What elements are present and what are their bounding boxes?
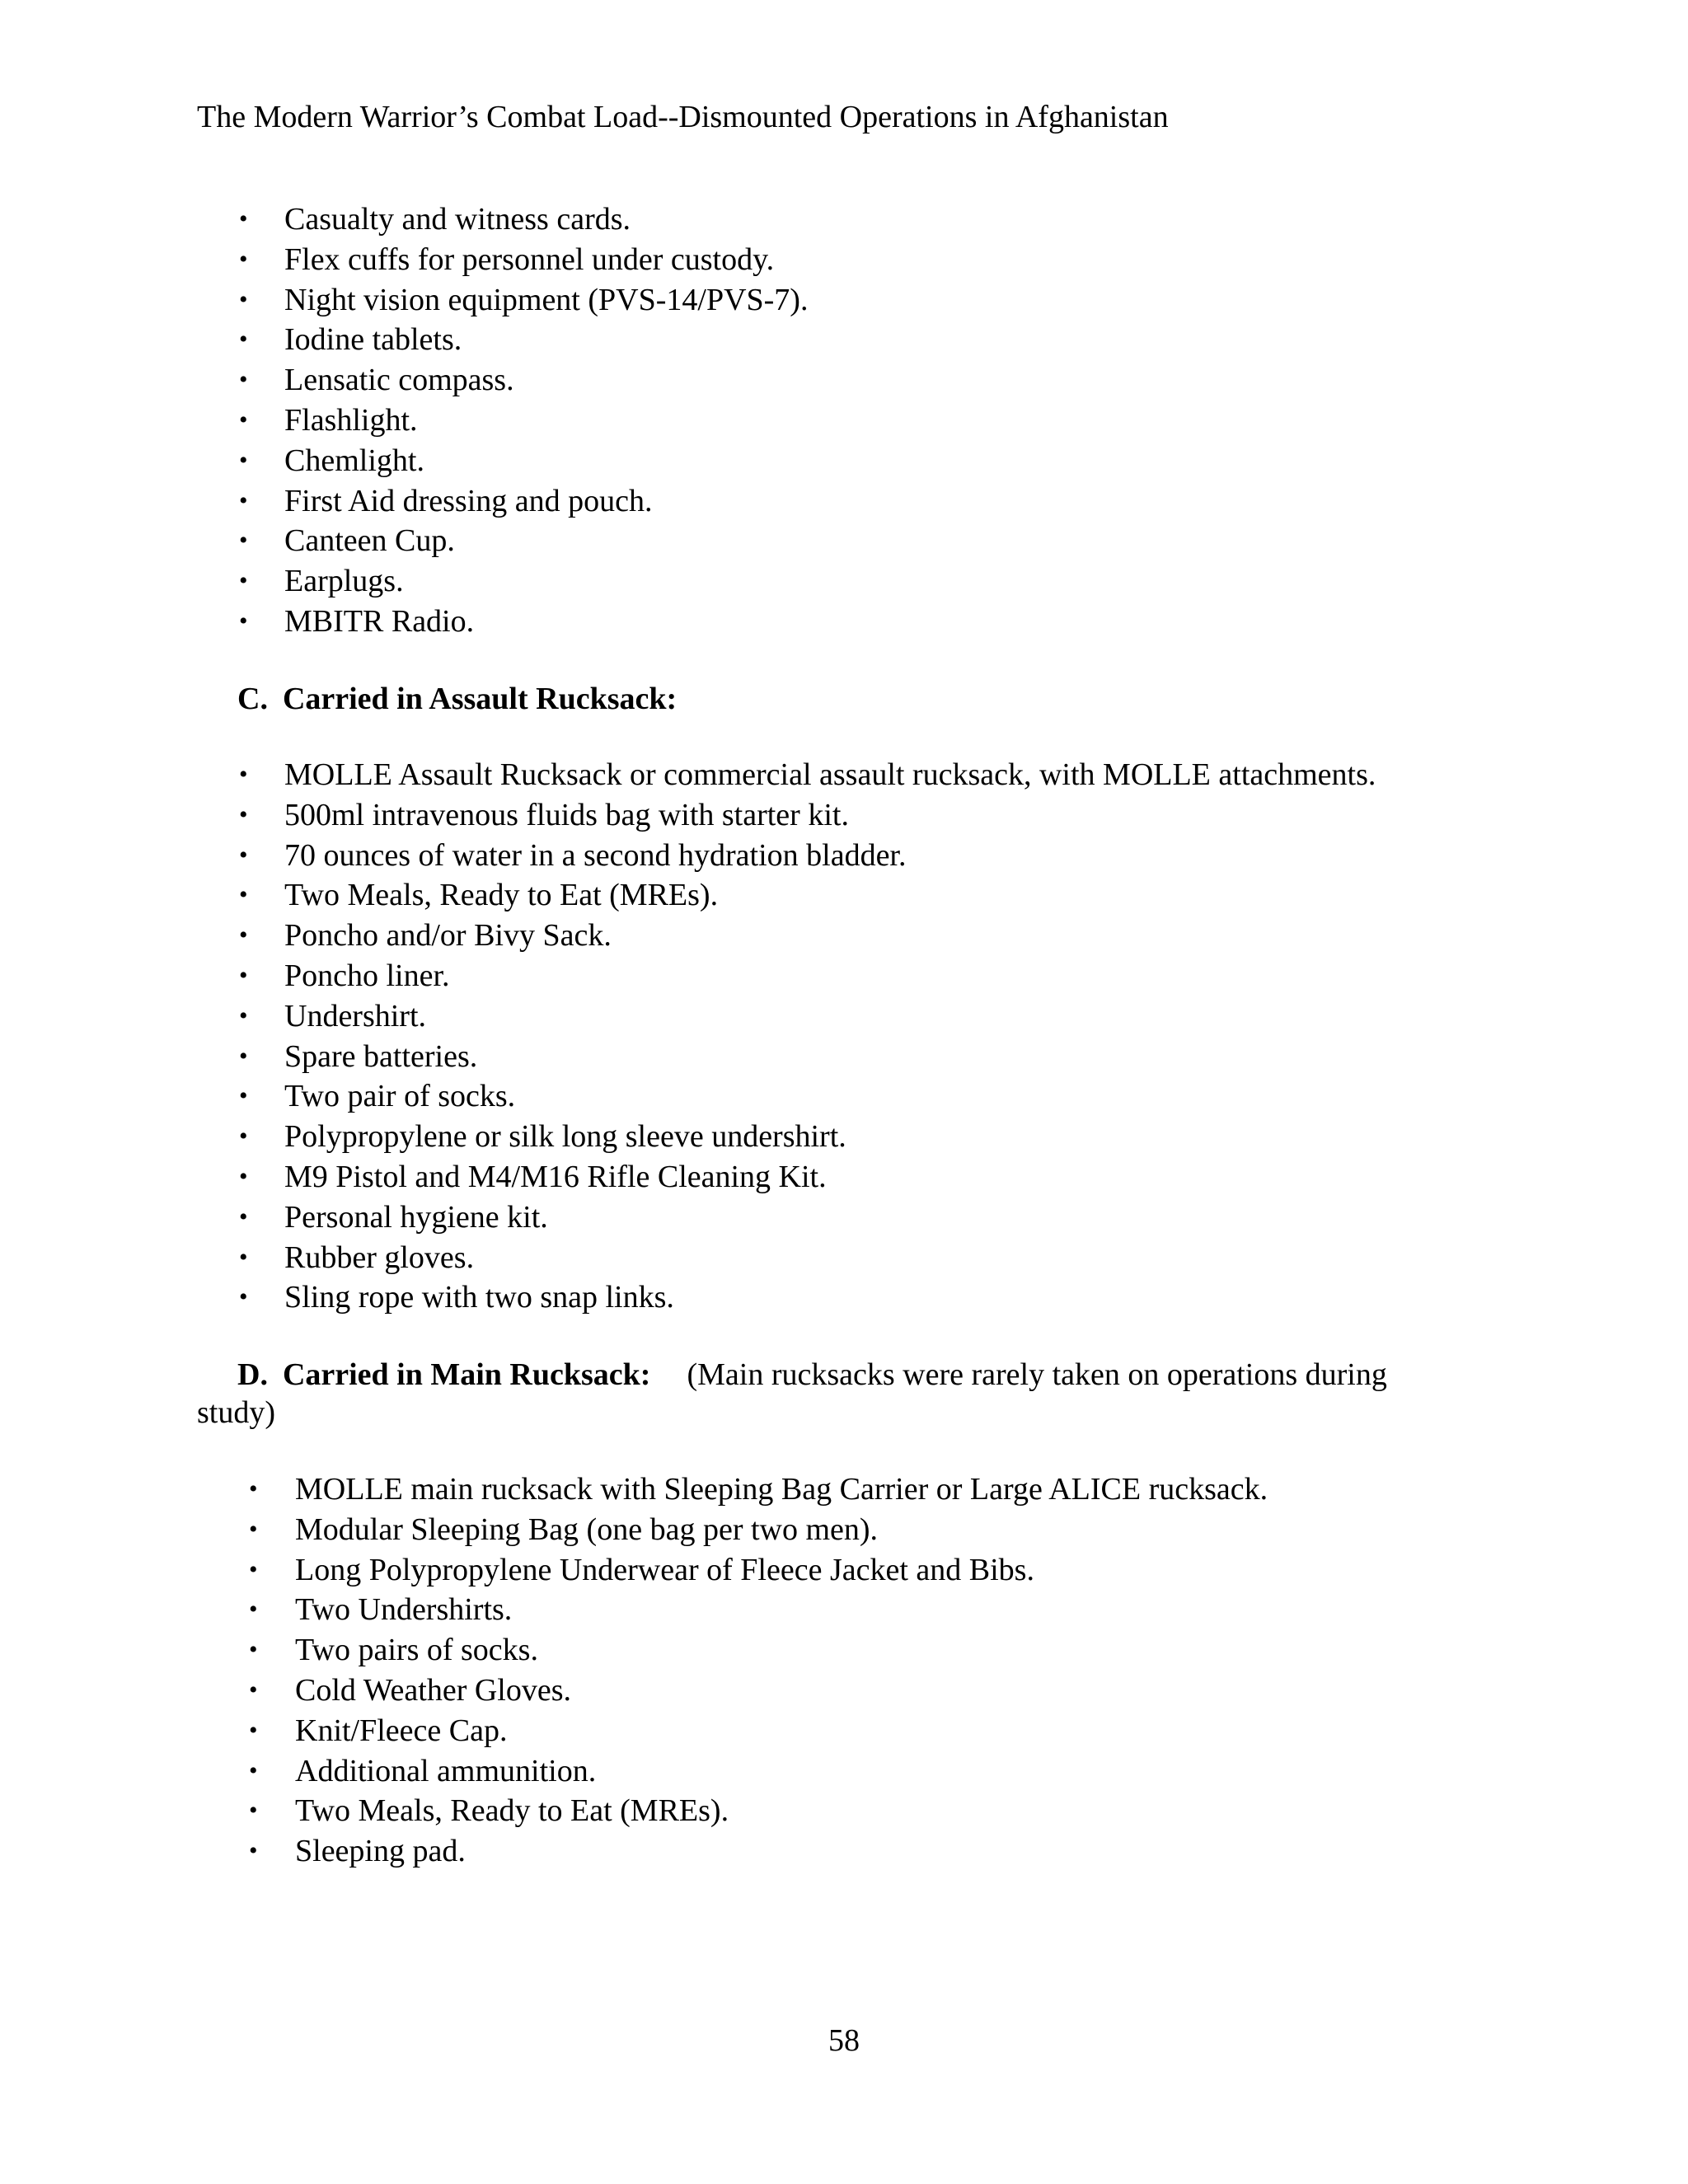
- bullet-icon: •: [239, 285, 248, 313]
- section-heading-c: [237, 679, 677, 719]
- list-item-text: Canteen Cup.: [284, 523, 455, 559]
- bullet-icon: •: [249, 1756, 258, 1784]
- list-item-text: 500ml intravenous fluids bag with starter kit.: [284, 797, 849, 832]
- section-note-continuation: study): [197, 1395, 275, 1430]
- list-item: [239, 836, 1376, 876]
- section-title: Carried in Main Rucksack:: [282, 1357, 651, 1392]
- list-item-text: Night vision equipment (PVS-14/PVS-7).: [284, 282, 809, 317]
- bullet-icon: •: [249, 1797, 258, 1825]
- list-item: [249, 1711, 1268, 1751]
- list-item: [249, 1751, 1268, 1792]
- list-item: [249, 1590, 1268, 1630]
- list-item-text: MOLLE main rucksack with Sleeping Bag Carrier or Large ALICE rucksack.: [295, 1472, 1268, 1507]
- page-header-title: The Modern Warrior’s Combat Load--Dismounted Operations in Afghanistan: [197, 100, 1169, 134]
- list-item: [239, 280, 809, 321]
- list-item: [249, 1630, 1268, 1671]
- section-letter: C.: [237, 682, 268, 716]
- list-item: [239, 240, 808, 280]
- bullet-icon: •: [239, 841, 248, 869]
- bullet-icon: •: [239, 761, 248, 788]
- equipment-list-main-rucksack: [249, 1469, 1268, 1872]
- equipment-list-assault-rucksack: [239, 755, 1376, 1318]
- bullet-icon: •: [239, 1243, 248, 1271]
- list-item-text: Undershirt.: [284, 998, 427, 1033]
- bullet-icon: •: [239, 1001, 248, 1029]
- list-item: [239, 1197, 1376, 1238]
- list-item: [249, 1831, 1268, 1872]
- bullet-icon: •: [239, 1283, 248, 1311]
- list-item-text: Long Polypropylene Underwear of Fleece Jacket and Bibs.: [295, 1552, 1034, 1587]
- list-item: [239, 1157, 1376, 1197]
- bullet-icon: •: [249, 1475, 258, 1502]
- bullet-icon: •: [249, 1596, 258, 1624]
- list-item: [249, 1469, 1268, 1510]
- list-item-text: Knit/Fleece Cap.: [295, 1713, 508, 1748]
- list-item: [239, 755, 1376, 795]
- bullet-icon: •: [239, 527, 248, 555]
- list-item: [239, 602, 808, 642]
- list-item-text: Modular Sleeping Bag (one bag per two men).: [295, 1511, 879, 1547]
- list-item: [239, 1238, 1376, 1278]
- bullet-icon: •: [239, 961, 248, 989]
- list-item-text: MBITR Radio.: [284, 603, 475, 639]
- list-item-text: Casualty and witness cards.: [284, 202, 631, 237]
- bullet-icon: •: [239, 205, 248, 232]
- list-item-text: Two Meals, Ready to Eat (MREs).: [284, 878, 719, 913]
- bullet-icon: •: [249, 1636, 258, 1664]
- list-item: [239, 320, 808, 360]
- list-item-text: Personal hygiene kit.: [284, 1199, 548, 1235]
- list-item: [249, 1671, 1268, 1711]
- section-note: (Main rucksacks were rarely taken on operations during: [687, 1357, 1387, 1392]
- list-item-text: MOLLE Assault Rucksack or commercial assault rucksack, with MOLLE attachments.: [284, 757, 1376, 792]
- list-item-text: Sleeping pad.: [295, 1834, 466, 1869]
- list-item: [239, 401, 808, 441]
- page-number: 58: [828, 2023, 860, 2058]
- list-item-text: Two pair of socks.: [284, 1079, 516, 1114]
- bullet-icon: •: [249, 1515, 258, 1543]
- list-item-text: Rubber gloves.: [284, 1240, 475, 1275]
- list-item-text: Chemlight.: [284, 443, 424, 478]
- list-item: [239, 996, 1376, 1037]
- list-item: [239, 916, 1376, 956]
- bullet-icon: •: [239, 245, 248, 273]
- list-item-text: Flashlight.: [284, 402, 418, 438]
- list-item: [249, 1510, 1268, 1550]
- list-item: [239, 481, 808, 522]
- list-item: [239, 795, 1376, 836]
- list-item-text: Two Undershirts.: [295, 1592, 513, 1628]
- list-item: [239, 561, 808, 602]
- list-item-text: Two Meals, Ready to Eat (MREs).: [295, 1793, 729, 1829]
- bullet-icon: •: [239, 1082, 248, 1110]
- list-item-text: First Aid dressing and pouch.: [284, 483, 653, 518]
- list-item-text: Iodine tablets.: [284, 322, 462, 358]
- bullet-icon: •: [239, 405, 248, 434]
- bullet-icon: •: [239, 446, 248, 474]
- list-item-text: 70 ounces of water in a second hydration bladder.: [284, 837, 907, 873]
- list-item: [239, 875, 1376, 916]
- bullet-icon: •: [239, 1122, 248, 1151]
- section-title: Carried in Assault Rucksack:: [282, 682, 678, 716]
- list-item-text: Two pairs of socks.: [295, 1633, 538, 1668]
- list-item: [249, 1791, 1268, 1831]
- section-heading-d: [237, 1355, 1387, 1394]
- list-item-text: Polypropylene or silk long sleeve undershirt.: [284, 1119, 846, 1155]
- bullet-icon: •: [239, 326, 248, 354]
- list-item: [249, 1550, 1268, 1591]
- equipment-list-carried-items: [239, 199, 809, 642]
- section-letter: D.: [237, 1357, 268, 1392]
- list-item-text: Poncho and/or Bivy Sack.: [284, 918, 612, 954]
- list-item-text: Lensatic compass.: [284, 363, 514, 398]
- list-item-text: Spare batteries.: [284, 1038, 478, 1074]
- bullet-icon: •: [239, 567, 248, 595]
- bullet-icon: •: [249, 1716, 258, 1744]
- bullet-icon: •: [239, 1162, 248, 1190]
- list-item: [239, 1076, 1376, 1117]
- list-item-text: Poncho liner.: [284, 958, 450, 993]
- list-item: [239, 1277, 1376, 1318]
- bullet-icon: •: [239, 921, 248, 949]
- bullet-icon: •: [239, 800, 248, 828]
- bullet-icon: •: [239, 1202, 248, 1230]
- list-item: [239, 1117, 1376, 1157]
- list-item-text: Cold Weather Gloves.: [295, 1672, 572, 1708]
- bullet-icon: •: [249, 1837, 258, 1865]
- list-item-text: Flex cuffs for personnel under custody.: [284, 241, 775, 277]
- bullet-icon: •: [249, 1675, 258, 1704]
- bullet-icon: •: [239, 486, 248, 514]
- list-item-text: M9 Pistol and M4/M16 Rifle Cleaning Kit.: [284, 1159, 827, 1194]
- list-item: [239, 441, 808, 481]
- list-item: [239, 521, 808, 561]
- list-item-text: Additional ammunition.: [295, 1753, 597, 1788]
- list-item: [239, 956, 1376, 996]
- list-item-text: Sling rope with two snap links.: [284, 1280, 674, 1315]
- list-item: [239, 1037, 1376, 1077]
- list-item: [239, 199, 808, 240]
- bullet-icon: •: [239, 1042, 248, 1070]
- list-item-text: Earplugs.: [284, 564, 404, 599]
- list-item: [239, 360, 808, 401]
- bullet-icon: •: [249, 1555, 258, 1583]
- bullet-icon: •: [239, 607, 248, 635]
- bullet-icon: •: [239, 366, 248, 394]
- bullet-icon: •: [239, 881, 248, 909]
